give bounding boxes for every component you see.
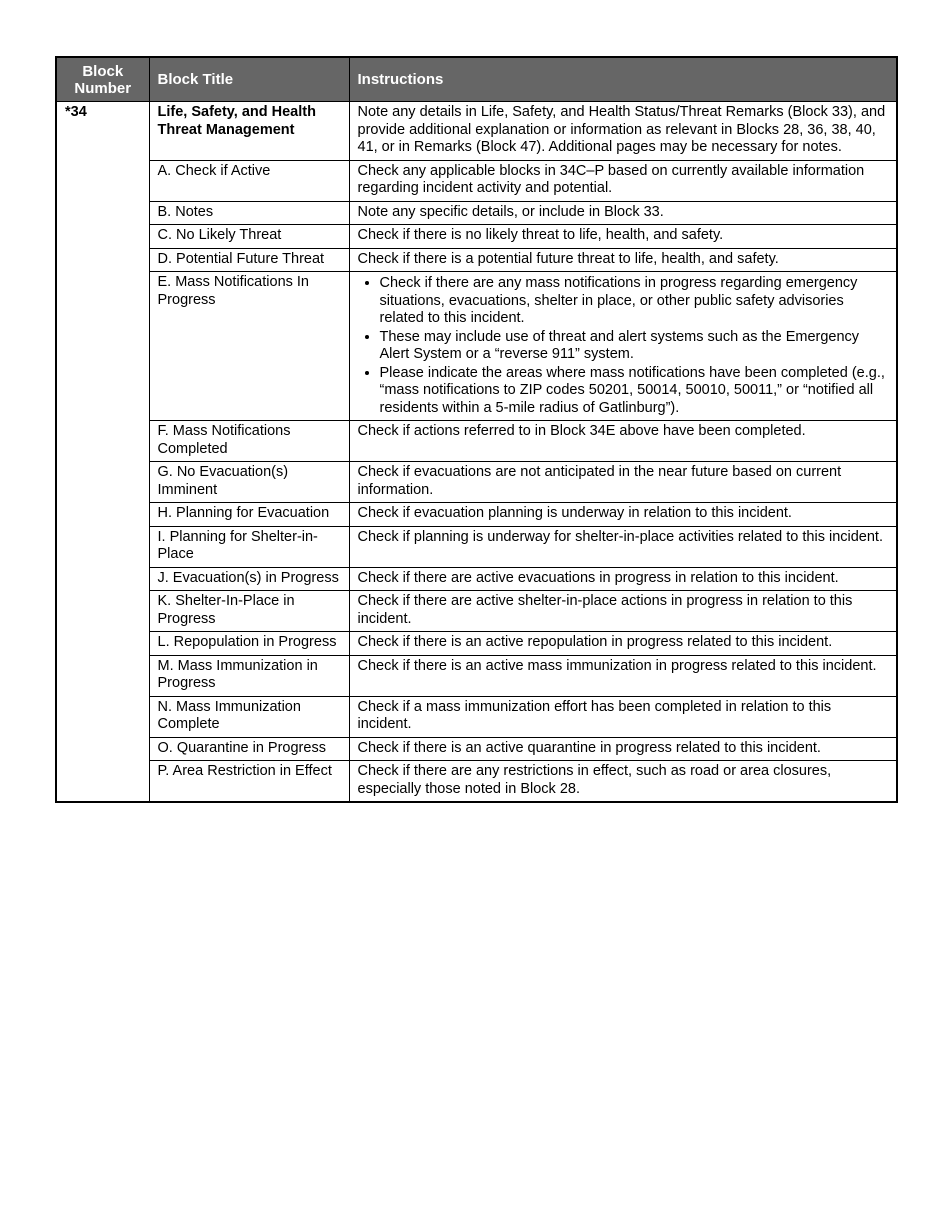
table-row <box>56 696 897 737</box>
table-row <box>56 462 897 503</box>
table-row <box>56 503 897 527</box>
table-row <box>56 272 897 421</box>
table-row <box>56 655 897 696</box>
table-row <box>56 567 897 591</box>
row-title: B. Notes <box>149 201 349 225</box>
row-title: O. Quarantine in Progress <box>149 737 349 761</box>
row-title: I. Planning for Shelter-in-Place <box>149 526 349 567</box>
row-instructions: Check if actions referred to in Block 34E above have been completed. <box>349 421 897 462</box>
row-instructions <box>349 272 897 421</box>
row-title: A. Check if Active <box>149 160 349 201</box>
row-title: F. Mass Notifications Completed <box>149 421 349 462</box>
table-row <box>56 632 897 656</box>
header-block-number: Block Number <box>56 57 149 102</box>
bullet-item: • These may include use of threat and alert systems such as the Emergency Alert System or a “reverse 911” system. <box>380 328 889 364</box>
table-row <box>56 737 897 761</box>
row-instructions: Check any applicable blocks in 34C–P based on currently available information regarding incident activity and potential. <box>349 160 897 201</box>
row-title: M. Mass Immunization in Progress <box>149 655 349 696</box>
row-instructions: Check if a mass immunization effort has been completed in relation to this incident. <box>349 696 897 737</box>
table-row <box>56 421 897 462</box>
row-title: L. Repopulation in Progress <box>149 632 349 656</box>
row-title: N. Mass Immunization Complete <box>149 696 349 737</box>
header-row <box>56 57 897 102</box>
table-row <box>56 201 897 225</box>
row-title: C. No Likely Threat <box>149 225 349 249</box>
row-instructions: Check if there is an active mass immunization in progress related to this incident. <box>349 655 897 696</box>
table-row <box>56 225 897 249</box>
block-number: *34 <box>56 102 149 803</box>
row-title: G. No Evacuation(s) Imminent <box>149 462 349 503</box>
row-instructions: Note any specific details, or include in Block 33. <box>349 201 897 225</box>
row-instructions: Check if evacuations are not anticipated in the near future based on current information. <box>349 462 897 503</box>
table-row <box>56 761 897 803</box>
row-instructions: Check if there are active evacuations in progress in relation to this incident. <box>349 567 897 591</box>
row-title: K. Shelter-In-Place in Progress <box>149 591 349 632</box>
row-instructions: Check if there is an active repopulation in progress related to this incident. <box>349 632 897 656</box>
header-block-title: Block Title <box>149 57 349 102</box>
row-title: E. Mass Notifications In Progress <box>149 272 349 421</box>
row-instructions: Check if there is a potential future threat to life, health, and safety. <box>349 248 897 272</box>
row-instructions: Check if there is no likely threat to life, health, and safety. <box>349 225 897 249</box>
row-instructions: Check if planning is underway for shelter-in-place activities related to this incident. <box>349 526 897 567</box>
instructions-table <box>55 56 898 803</box>
table-row <box>56 591 897 632</box>
bullet-item: • Check if there are any mass notifications in progress regarding emergency situations, evacuations, shelter in place, or other public safety advisories related to this incident. <box>380 274 889 328</box>
row-title: H. Planning for Evacuation <box>149 503 349 527</box>
row-instructions: Check if there is an active quarantine in progress related to this incident. <box>349 737 897 761</box>
bullet-list <box>358 274 889 417</box>
table-row <box>56 102 897 161</box>
table-row <box>56 160 897 201</box>
row-instructions: Check if evacuation planning is underway in relation to this incident. <box>349 503 897 527</box>
bullet-item: • Please indicate the areas where mass notifications have been completed (e.g., “mass notifications to ZIP codes 50201, 50014, 50010, 50011,” or “notified all residents within a 5-mile radius of Gatlinburg”). <box>380 364 889 418</box>
row-title: P. Area Restriction in Effect <box>149 761 349 803</box>
header-instructions: Instructions <box>349 57 897 102</box>
table-row <box>56 526 897 567</box>
row-instructions: Check if there are active shelter-in-place actions in progress in relation to this incident. <box>349 591 897 632</box>
block-title: Life, Safety, and Health Threat Management <box>149 102 349 161</box>
row-instructions: Check if there are any restrictions in effect, such as road or area closures, especially those noted in Block 28. <box>349 761 897 803</box>
block-instructions: Note any details in Life, Safety, and Health Status/Threat Remarks (Block 33), and provide additional explanation or information as relevant in Blocks 28, 36, 38, 40, 41, or in Remarks (Block 47). Additional pages may be necessary for notes. <box>349 102 897 161</box>
row-title: D. Potential Future Threat <box>149 248 349 272</box>
table-row <box>56 248 897 272</box>
row-title: J. Evacuation(s) in Progress <box>149 567 349 591</box>
